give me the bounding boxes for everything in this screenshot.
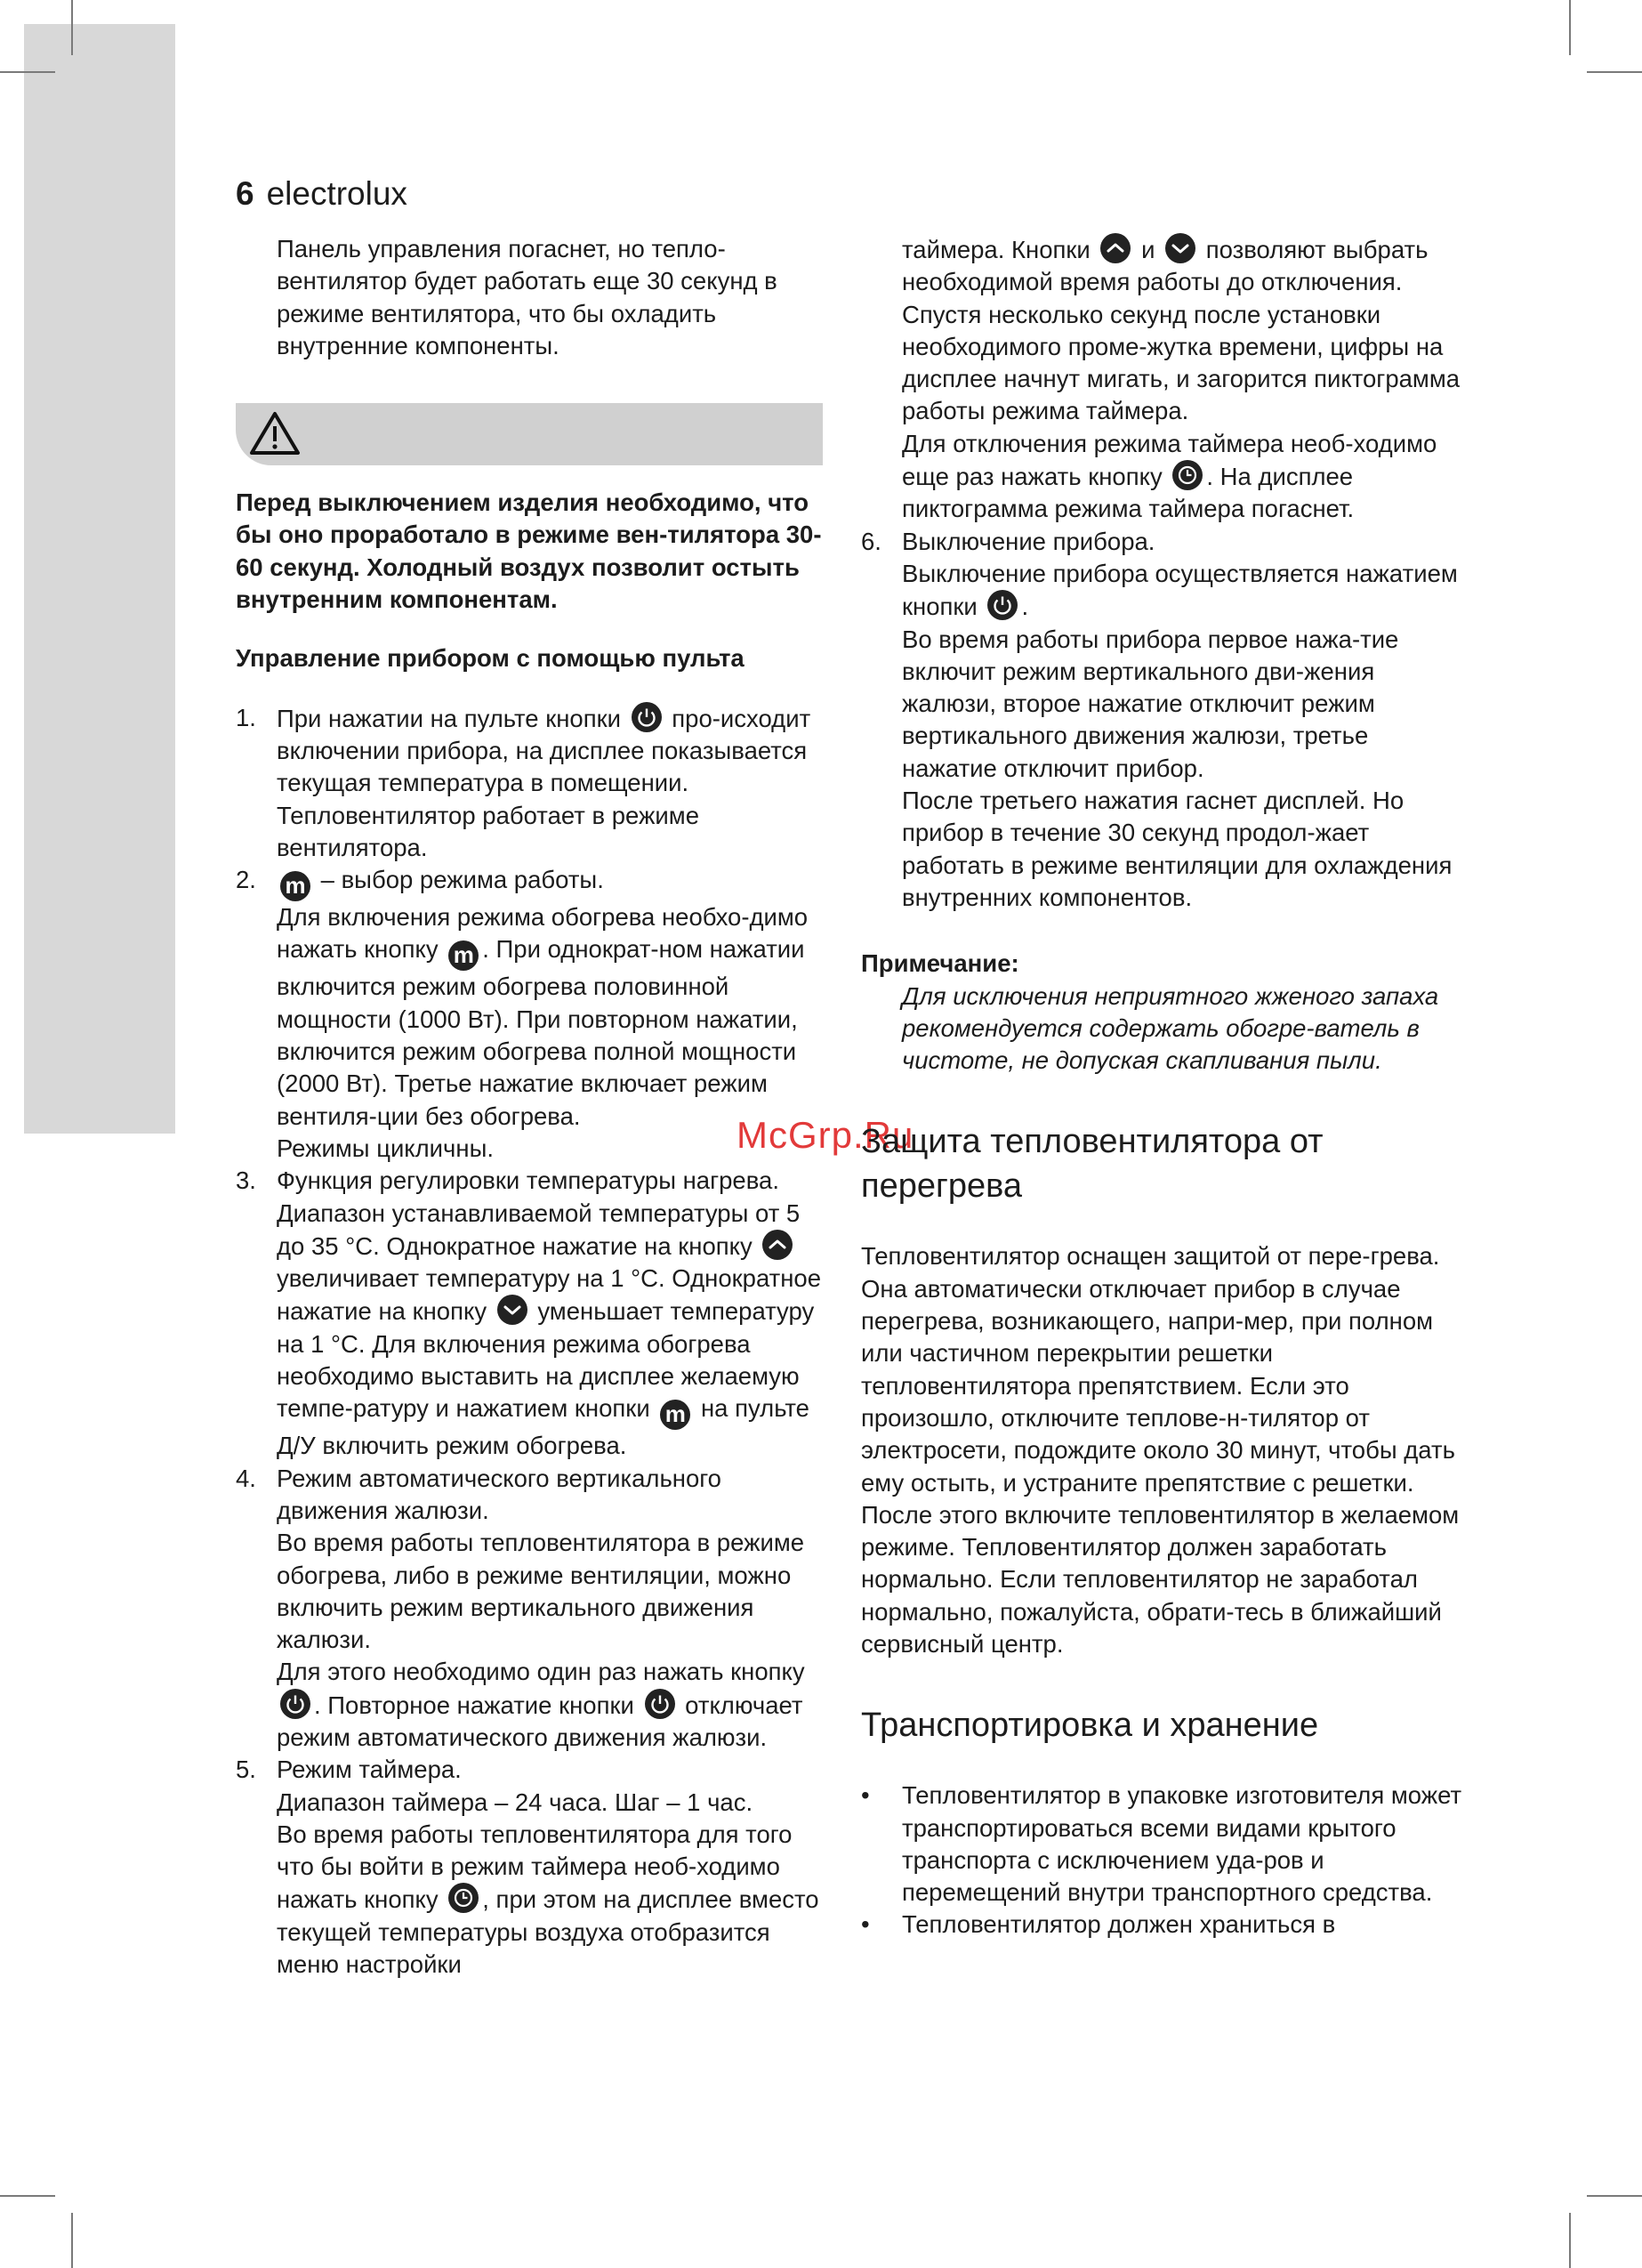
warning-text: Перед выключением изделия необходимо, что бы оно проработало в режиме вен-тилятора 30-60 секунд. Холодный воздух позволит остыть внутренним компонентам. [236,488,822,614]
list-number: 6. [861,527,881,555]
warning-banner [236,403,823,465]
bullet-item [861,1780,1466,1909]
item-text: про-исходит включении прибора, на дисплее показывается текущая температура в помещении. Тепловентилятор работает в режиме вентилятора. [277,704,811,861]
crop-mark [1587,71,1642,73]
power-icon [987,590,1018,620]
list-item-4 [236,1463,823,1755]
list-number: 2. [236,866,256,894]
item-text: После третьего нажатия гаснет дисплей. Но прибор в течение 30 секунд продол-жает работать в режиме вентиляции для охлаждения внутренних компонентов. [902,787,1453,911]
list-item-5 [236,1754,823,1981]
item-text: увеличивает температуру на 1 °С. Однократное нажатие на кнопку [277,1264,822,1326]
list-item-2 [236,864,823,1165]
item-text: . Повторное нажатие кнопки [314,1691,634,1719]
power-icon [280,1689,310,1719]
bullet-mark: • [861,1781,870,1810]
mode-icon: m [280,871,310,901]
page-number: 6 [236,175,254,212]
item-text: Для этого необходимо один раз нажать кнопку [277,1658,805,1686]
item-text: Во время работы прибора первое нажа-тие включит режим вертикального дви-жения жалюзи, второе нажатие отключит режим вертикального движения жалюзи, третье нажатие отключит прибор. [902,625,1399,782]
crop-mark [1569,0,1571,55]
timer-continuation [861,233,1466,526]
watermark: McGrp.Ru [736,1114,914,1156]
list-number: 5. [236,1755,256,1784]
crop-mark [71,2213,73,2268]
list-number: 3. [236,1166,256,1195]
item-text: таймера. Кнопки [902,236,1091,263]
item-text: Во время работы тепловентилятора для того что бы войти в режим таймера необ-ходимо нажать кнопку [277,1820,793,1914]
item-text: , при этом на дисплее вместо текущей температуры воздуха отобразится меню настройки [277,1885,819,1979]
item-text: Во время работы тепловентилятора в режиме обогрева, либо в режиме вентиляции, можно включить режим вертикального движения жалюзи. [277,1529,805,1654]
protection-paragraph: Тепловентилятор оснащен защитой от пере-грева. Она автоматически отключает прибор в случае перегрева, возникающего, напри-мер, при полном или частичном перекрытии решетки тепловентилятора препятствием. Если это произошло, отключите теплове-н-тилятор от электросети, подождите около 30 минут, чтобы дать ему остыть, и устраните препятствие с решетки. [861,1242,1455,1497]
list-number: 4. [236,1464,256,1492]
right-column [861,233,1466,1941]
section-heading-transport: Транспортировка и хранение [861,1707,1319,1745]
item-text: . На дисплее пиктограмма режима таймера погаснет. [902,463,1355,523]
list-number: 1. [236,703,256,731]
item-text: При нажатии на пульте кнопки [277,704,621,732]
item-text: Выключение прибора. [902,527,1155,555]
item-text: . При однократ-ном нажатии включится режим обогрева половинной мощности (1000 Вт). При повторном нажатии, включится режим обогрева полной мощности (2000 Вт). Третье нажатие включает режим вентиля-ции без обогрева. [277,935,805,1130]
item-text: Для отключения режима таймера необ-ходимо еще раз нажать кнопку [902,429,1437,491]
crop-mark [71,0,73,55]
item-text: Тепловентилятор должен храниться в [902,1910,1336,1939]
left-column [236,233,823,1981]
item-text: – выбор режима работы. [320,866,604,894]
clock-icon [1172,460,1203,490]
section-heading-protection: Защита тепловентилятора от перегрева [861,1123,1324,1206]
crop-mark [0,2195,55,2197]
up-icon [762,1230,793,1260]
item-text: Выключение прибора осуществляется нажатием кнопки [902,559,1458,621]
item-text: на пульте Д/У включить режим обогрева. [277,1394,809,1460]
bullet-item [861,1909,1466,1941]
item-text: и [1141,236,1155,263]
clock-icon [448,1883,479,1913]
note-title: Примечание: [861,949,1019,978]
item-text: позволяют выбрать необходимой время работы до отключения. Спустя несколько секунд после установки необходимого проме-жутка времени, цифры на дисплее начнут мигать, и загорится пиктограмма работы режима таймера. [902,236,1461,425]
item-text: Диапазон устанавливаемой температуры от 5 до 35 °С. Однократное нажатие на кнопку [277,1199,801,1260]
up-icon [1100,233,1131,263]
power-icon [632,702,662,732]
item-text: Режим таймера. [277,1755,462,1784]
brand-name: electrolux [266,175,407,212]
down-icon [1165,233,1195,263]
crop-mark [1587,2195,1642,2197]
down-icon [497,1295,527,1325]
list-item-3 [236,1165,823,1462]
bullet-mark: • [861,1910,870,1939]
warning-icon [248,410,302,456]
crop-mark [0,71,55,73]
item-text: Функция регулировки температуры нагрева. [277,1166,779,1195]
intro-paragraph: Панель управления погаснет, но тепло-вентилятор будет работать еще 30 секунд в режиме вентилятора, что бы охладить внутренние компоненты. [277,235,777,359]
sidebar-strip [24,24,175,1134]
item-text: отключает режим автоматического движения жалюзи. [277,1691,803,1751]
list-item-1 [236,702,823,864]
mode-icon: m [448,940,479,971]
crop-mark [1569,2213,1571,2268]
protection-paragraph-2: После этого включите тепловентилятор в желаемом режиме. Тепловентилятор должен заработать нормально. Если тепловентилятор не заработал нормально, пожалуйста, обрати-тесь в ближайший сервисный центр. [861,1500,1460,1658]
item-text: Режимы цикличны. [277,1134,494,1162]
list-item-6: 6. Выключение прибора. Выключение прибора осуществляется нажатием кнопки . Во время работы прибора первое нажа-тие включит режим вертикального дви-жения жалюзи, второе нажатие отключит режим вертикального движения жалюзи, третье нажатие отключит прибор. После третьего нажатия гаснет дисплей. Но прибор в течение 30 секунд продол-жает работать в режиме вентиляции для охлаждения внутренних компонентов. [861,527,1458,911]
note-text: Для исключения неприятного жженого запаха рекомендуется содержать обогре-ватель в чистоте, не допуская скапливания пыли. [902,981,1439,1075]
mode-icon: m [660,1400,690,1430]
item-text: Режим автоматического вертикального движения жалюзи. [277,1464,721,1524]
item-text: уменьшает температуру на 1 °С. Для включения режима обогрева необходимо выставить на дисплее желаемую темпе-ратуру и нажатием кнопки [277,1297,815,1423]
remote-heading: Управление прибором с помощью пульта [236,644,745,673]
item-text: Для включения режима обогрева необхо-димо нажать кнопку [277,903,809,964]
power-icon [645,1689,675,1719]
item-text: Тепловентилятор в упаковке изготовителя может транспортироваться всеми видами крытого транспорта с исключением уда-ров и перемещений внутри транспортного средства. [902,1781,1462,1907]
page-header [236,174,407,214]
item-text: Диапазон таймера – 24 часа. Шаг – 1 час. [277,1788,753,1816]
